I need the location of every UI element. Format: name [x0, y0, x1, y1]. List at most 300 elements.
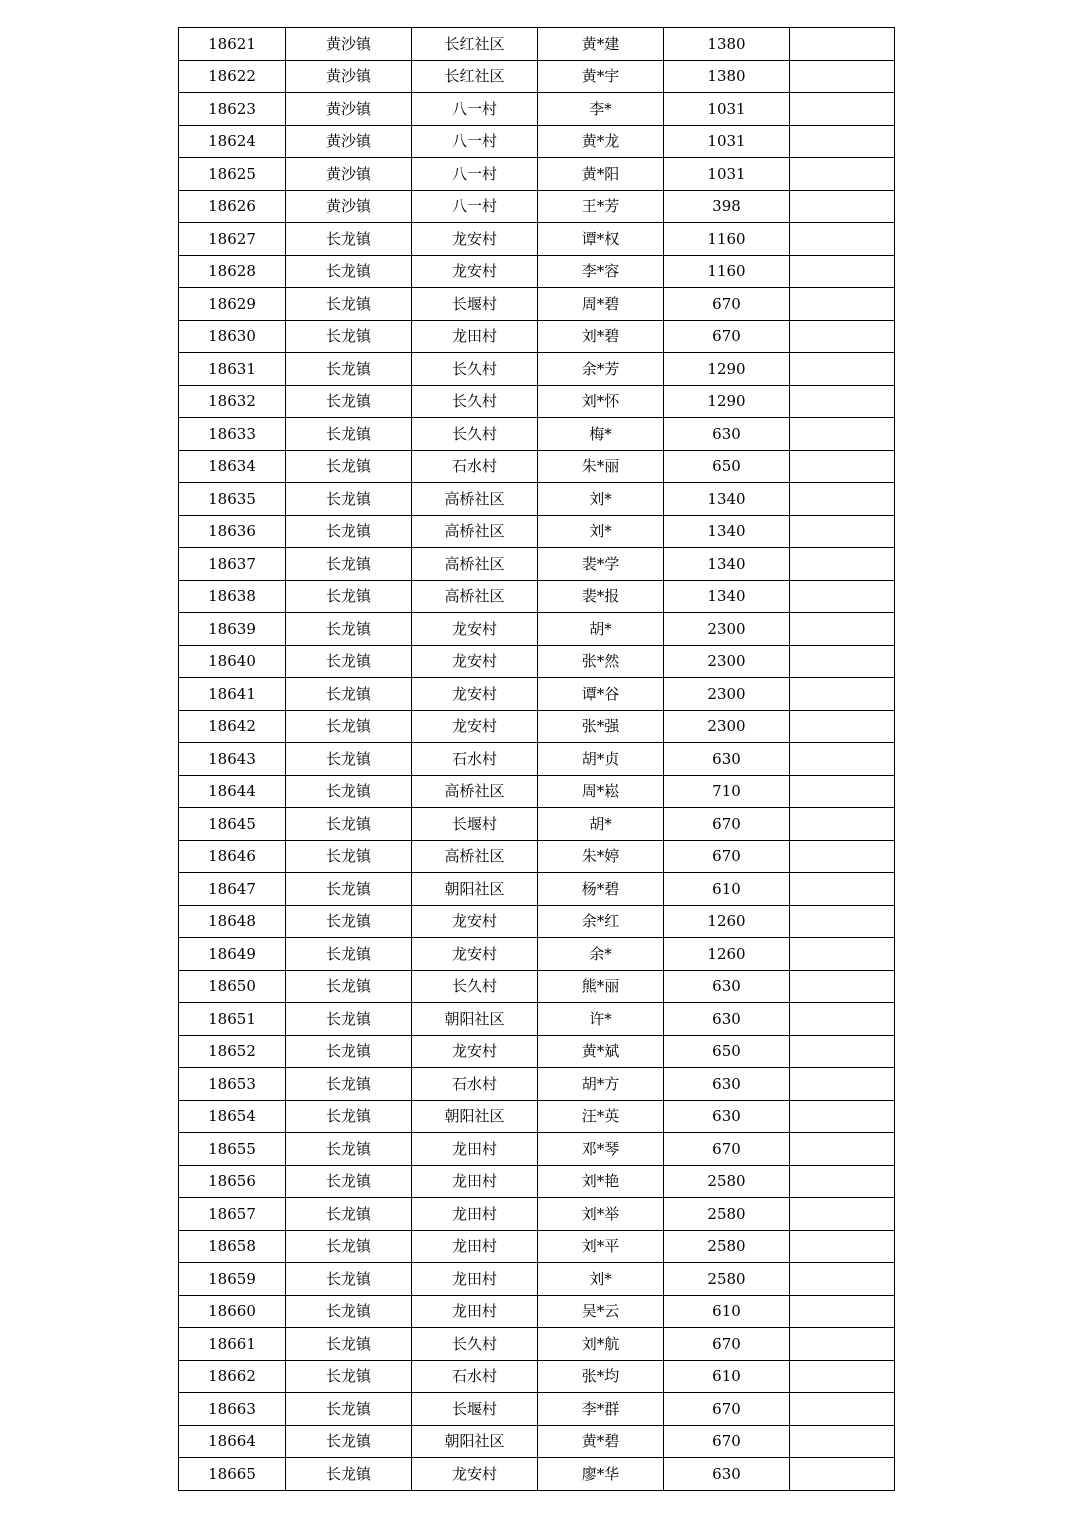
serial-number-cell: 18622	[179, 60, 286, 93]
remark-cell	[790, 1328, 895, 1361]
serial-number-cell: 18636	[179, 515, 286, 548]
table-row	[179, 515, 895, 548]
table-row	[179, 970, 895, 1003]
amount-cell: 650	[664, 450, 790, 483]
amount-cell: 630	[664, 1458, 790, 1491]
amount-cell: 670	[664, 1393, 790, 1426]
name-cell: 刘*碧	[538, 320, 664, 353]
village-cell: 龙田村	[412, 1295, 538, 1328]
table-row	[179, 28, 895, 61]
serial-number-cell: 18664	[179, 1425, 286, 1458]
name-cell: 杨*碧	[538, 873, 664, 906]
town-cell: 长龙镇	[286, 320, 412, 353]
serial-number-cell: 18646	[179, 840, 286, 873]
village-cell: 高桥社区	[412, 580, 538, 613]
village-cell: 长久村	[412, 418, 538, 451]
name-cell: 张*均	[538, 1360, 664, 1393]
amount-cell: 1260	[664, 905, 790, 938]
amount-cell: 670	[664, 1328, 790, 1361]
amount-cell: 630	[664, 418, 790, 451]
remark-cell	[790, 28, 895, 61]
remark-cell	[790, 1165, 895, 1198]
town-cell: 长龙镇	[286, 288, 412, 321]
table-row	[179, 1360, 895, 1393]
village-cell: 龙田村	[412, 1263, 538, 1296]
table-row	[179, 1198, 895, 1231]
town-cell: 长龙镇	[286, 613, 412, 646]
remark-cell	[790, 418, 895, 451]
remark-cell	[790, 1068, 895, 1101]
village-cell: 龙安村	[412, 255, 538, 288]
name-cell: 裴*报	[538, 580, 664, 613]
name-cell: 刘*航	[538, 1328, 664, 1361]
town-cell: 长龙镇	[286, 808, 412, 841]
remark-cell	[790, 1100, 895, 1133]
table-row	[179, 158, 895, 191]
village-cell: 龙安村	[412, 223, 538, 256]
remark-cell	[790, 775, 895, 808]
town-cell: 长龙镇	[286, 450, 412, 483]
town-cell: 长龙镇	[286, 938, 412, 971]
name-cell: 黄*建	[538, 28, 664, 61]
town-cell: 长龙镇	[286, 1230, 412, 1263]
serial-number-cell: 18654	[179, 1100, 286, 1133]
serial-number-cell: 18630	[179, 320, 286, 353]
data-table	[178, 27, 895, 1491]
remark-cell	[790, 450, 895, 483]
table-row	[179, 255, 895, 288]
town-cell: 黄沙镇	[286, 158, 412, 191]
amount-cell: 670	[664, 288, 790, 321]
table-row	[179, 613, 895, 646]
table-row	[179, 1295, 895, 1328]
table-body	[179, 28, 895, 1491]
amount-cell: 610	[664, 1360, 790, 1393]
amount-cell: 2300	[664, 645, 790, 678]
village-cell: 石水村	[412, 450, 538, 483]
name-cell: 朱*婷	[538, 840, 664, 873]
serial-number-cell: 18623	[179, 93, 286, 126]
serial-number-cell: 18657	[179, 1198, 286, 1231]
name-cell: 梅*	[538, 418, 664, 451]
name-cell: 邓*琴	[538, 1133, 664, 1166]
town-cell: 长龙镇	[286, 970, 412, 1003]
serial-number-cell: 18644	[179, 775, 286, 808]
town-cell: 长龙镇	[286, 645, 412, 678]
village-cell: 长堰村	[412, 808, 538, 841]
amount-cell: 1340	[664, 515, 790, 548]
table-row	[179, 223, 895, 256]
remark-cell	[790, 93, 895, 126]
amount-cell: 630	[664, 1100, 790, 1133]
village-cell: 龙安村	[412, 678, 538, 711]
remark-cell	[790, 353, 895, 386]
village-cell: 朝阳社区	[412, 873, 538, 906]
town-cell: 长龙镇	[286, 483, 412, 516]
town-cell: 长龙镇	[286, 1003, 412, 1036]
name-cell: 黄*阳	[538, 158, 664, 191]
town-cell: 长龙镇	[286, 1458, 412, 1491]
village-cell: 石水村	[412, 1068, 538, 1101]
table-row	[179, 1068, 895, 1101]
town-cell: 长龙镇	[286, 548, 412, 581]
amount-cell: 1290	[664, 353, 790, 386]
village-cell: 朝阳社区	[412, 1003, 538, 1036]
amount-cell: 670	[664, 808, 790, 841]
table-row	[179, 645, 895, 678]
village-cell: 龙安村	[412, 613, 538, 646]
amount-cell: 670	[664, 320, 790, 353]
village-cell: 长红社区	[412, 28, 538, 61]
amount-cell: 2580	[664, 1198, 790, 1231]
village-cell: 八一村	[412, 190, 538, 223]
serial-number-cell: 18643	[179, 743, 286, 776]
serial-number-cell: 18647	[179, 873, 286, 906]
village-cell: 高桥社区	[412, 483, 538, 516]
amount-cell: 710	[664, 775, 790, 808]
table-row	[179, 1133, 895, 1166]
village-cell: 长堰村	[412, 1393, 538, 1426]
village-cell: 高桥社区	[412, 515, 538, 548]
remark-cell	[790, 320, 895, 353]
village-cell: 龙安村	[412, 710, 538, 743]
name-cell: 李*	[538, 93, 664, 126]
town-cell: 长龙镇	[286, 353, 412, 386]
remark-cell	[790, 1230, 895, 1263]
remark-cell	[790, 905, 895, 938]
remark-cell	[790, 1198, 895, 1231]
serial-number-cell: 18625	[179, 158, 286, 191]
amount-cell: 670	[664, 1425, 790, 1458]
serial-number-cell: 18638	[179, 580, 286, 613]
name-cell: 胡*	[538, 808, 664, 841]
amount-cell: 1340	[664, 483, 790, 516]
village-cell: 龙田村	[412, 1198, 538, 1231]
table-row	[179, 1425, 895, 1458]
town-cell: 长龙镇	[286, 1295, 412, 1328]
table-row	[179, 125, 895, 158]
village-cell: 高桥社区	[412, 548, 538, 581]
serial-number-cell: 18637	[179, 548, 286, 581]
remark-cell	[790, 1133, 895, 1166]
serial-number-cell: 18626	[179, 190, 286, 223]
town-cell: 长龙镇	[286, 515, 412, 548]
table-row	[179, 1393, 895, 1426]
remark-cell	[790, 190, 895, 223]
name-cell: 刘*	[538, 483, 664, 516]
village-cell: 长久村	[412, 1328, 538, 1361]
village-cell: 石水村	[412, 743, 538, 776]
table-row	[179, 190, 895, 223]
table-row	[179, 1165, 895, 1198]
table-row	[179, 743, 895, 776]
village-cell: 龙安村	[412, 1458, 538, 1491]
name-cell: 刘*艳	[538, 1165, 664, 1198]
table-row	[179, 418, 895, 451]
amount-cell: 670	[664, 840, 790, 873]
village-cell: 龙安村	[412, 645, 538, 678]
village-cell: 长久村	[412, 353, 538, 386]
serial-number-cell: 18663	[179, 1393, 286, 1426]
remark-cell	[790, 938, 895, 971]
table-row	[179, 580, 895, 613]
amount-cell: 1031	[664, 158, 790, 191]
name-cell: 胡*方	[538, 1068, 664, 1101]
serial-number-cell: 18628	[179, 255, 286, 288]
remark-cell	[790, 808, 895, 841]
table-row	[179, 840, 895, 873]
amount-cell: 630	[664, 1003, 790, 1036]
name-cell: 汪*英	[538, 1100, 664, 1133]
town-cell: 长龙镇	[286, 1198, 412, 1231]
remark-cell	[790, 515, 895, 548]
serial-number-cell: 18629	[179, 288, 286, 321]
remark-cell	[790, 1425, 895, 1458]
name-cell: 刘*平	[538, 1230, 664, 1263]
table-row	[179, 1458, 895, 1491]
name-cell: 余*红	[538, 905, 664, 938]
amount-cell: 2580	[664, 1165, 790, 1198]
town-cell: 长龙镇	[286, 223, 412, 256]
table-row	[179, 1100, 895, 1133]
village-cell: 八一村	[412, 125, 538, 158]
table-row	[179, 385, 895, 418]
remark-cell	[790, 710, 895, 743]
amount-cell: 1031	[664, 125, 790, 158]
town-cell: 长龙镇	[286, 1165, 412, 1198]
remark-cell	[790, 385, 895, 418]
amount-cell: 1290	[664, 385, 790, 418]
town-cell: 长龙镇	[286, 1068, 412, 1101]
remark-cell	[790, 873, 895, 906]
village-cell: 龙安村	[412, 905, 538, 938]
table-row	[179, 320, 895, 353]
town-cell: 长龙镇	[286, 255, 412, 288]
serial-number-cell: 18621	[179, 28, 286, 61]
serial-number-cell: 18659	[179, 1263, 286, 1296]
town-cell: 长龙镇	[286, 1133, 412, 1166]
town-cell: 长龙镇	[286, 1393, 412, 1426]
serial-number-cell: 18635	[179, 483, 286, 516]
name-cell: 张*强	[538, 710, 664, 743]
remark-cell	[790, 1003, 895, 1036]
amount-cell: 1340	[664, 580, 790, 613]
remark-cell	[790, 645, 895, 678]
serial-number-cell: 18665	[179, 1458, 286, 1491]
amount-cell: 630	[664, 1068, 790, 1101]
name-cell: 余*	[538, 938, 664, 971]
serial-number-cell: 18633	[179, 418, 286, 451]
name-cell: 熊*丽	[538, 970, 664, 1003]
town-cell: 长龙镇	[286, 905, 412, 938]
amount-cell: 610	[664, 873, 790, 906]
amount-cell: 1380	[664, 60, 790, 93]
amount-cell: 2580	[664, 1230, 790, 1263]
remark-cell	[790, 580, 895, 613]
table-row	[179, 1328, 895, 1361]
table-row	[179, 450, 895, 483]
table-row	[179, 288, 895, 321]
town-cell: 长龙镇	[286, 678, 412, 711]
amount-cell: 650	[664, 1035, 790, 1068]
name-cell: 李*容	[538, 255, 664, 288]
town-cell: 长龙镇	[286, 840, 412, 873]
remark-cell	[790, 1295, 895, 1328]
name-cell: 黄*龙	[538, 125, 664, 158]
town-cell: 长龙镇	[286, 418, 412, 451]
town-cell: 黄沙镇	[286, 60, 412, 93]
table-row	[179, 548, 895, 581]
name-cell: 谭*权	[538, 223, 664, 256]
name-cell: 刘*	[538, 515, 664, 548]
serial-number-cell: 18632	[179, 385, 286, 418]
village-cell: 龙田村	[412, 1230, 538, 1263]
serial-number-cell: 18660	[179, 1295, 286, 1328]
name-cell: 刘*	[538, 1263, 664, 1296]
table-row	[179, 678, 895, 711]
village-cell: 八一村	[412, 158, 538, 191]
village-cell: 龙安村	[412, 1035, 538, 1068]
serial-number-cell: 18651	[179, 1003, 286, 1036]
town-cell: 长龙镇	[286, 1035, 412, 1068]
table-row	[179, 710, 895, 743]
village-cell: 长久村	[412, 970, 538, 1003]
name-cell: 许*	[538, 1003, 664, 1036]
town-cell: 长龙镇	[286, 775, 412, 808]
village-cell: 八一村	[412, 93, 538, 126]
table-row	[179, 353, 895, 386]
serial-number-cell: 18658	[179, 1230, 286, 1263]
village-cell: 龙田村	[412, 1133, 538, 1166]
amount-cell: 2580	[664, 1263, 790, 1296]
town-cell: 长龙镇	[286, 1360, 412, 1393]
remark-cell	[790, 548, 895, 581]
village-cell: 龙安村	[412, 938, 538, 971]
name-cell: 王*芳	[538, 190, 664, 223]
serial-number-cell: 18661	[179, 1328, 286, 1361]
serial-number-cell: 18653	[179, 1068, 286, 1101]
remark-cell	[790, 125, 895, 158]
town-cell: 长龙镇	[286, 743, 412, 776]
town-cell: 长龙镇	[286, 1328, 412, 1361]
serial-number-cell: 18648	[179, 905, 286, 938]
amount-cell: 1031	[664, 93, 790, 126]
name-cell: 周*碧	[538, 288, 664, 321]
village-cell: 长红社区	[412, 60, 538, 93]
name-cell: 胡*	[538, 613, 664, 646]
table-row	[179, 938, 895, 971]
remark-cell	[790, 1263, 895, 1296]
town-cell: 长龙镇	[286, 710, 412, 743]
name-cell: 黄*宇	[538, 60, 664, 93]
town-cell: 黄沙镇	[286, 93, 412, 126]
name-cell: 胡*贞	[538, 743, 664, 776]
town-cell: 黄沙镇	[286, 28, 412, 61]
remark-cell	[790, 288, 895, 321]
table-row	[179, 1003, 895, 1036]
table-row	[179, 775, 895, 808]
table-row	[179, 483, 895, 516]
town-cell: 黄沙镇	[286, 125, 412, 158]
table-row	[179, 905, 895, 938]
amount-cell: 630	[664, 743, 790, 776]
name-cell: 谭*谷	[538, 678, 664, 711]
serial-number-cell: 18650	[179, 970, 286, 1003]
name-cell: 刘*怀	[538, 385, 664, 418]
table-row	[179, 93, 895, 126]
table-row	[179, 1035, 895, 1068]
serial-number-cell: 18634	[179, 450, 286, 483]
remark-cell	[790, 743, 895, 776]
village-cell: 长堰村	[412, 288, 538, 321]
remark-cell	[790, 1035, 895, 1068]
name-cell: 黄*碧	[538, 1425, 664, 1458]
name-cell: 张*然	[538, 645, 664, 678]
town-cell: 长龙镇	[286, 580, 412, 613]
amount-cell: 2300	[664, 678, 790, 711]
town-cell: 长龙镇	[286, 1100, 412, 1133]
amount-cell: 2300	[664, 710, 790, 743]
serial-number-cell: 18641	[179, 678, 286, 711]
remark-cell	[790, 840, 895, 873]
village-cell: 朝阳社区	[412, 1425, 538, 1458]
serial-number-cell: 18656	[179, 1165, 286, 1198]
name-cell: 周*崧	[538, 775, 664, 808]
serial-number-cell: 18655	[179, 1133, 286, 1166]
remark-cell	[790, 483, 895, 516]
amount-cell: 1340	[664, 548, 790, 581]
serial-number-cell: 18645	[179, 808, 286, 841]
remark-cell	[790, 678, 895, 711]
serial-number-cell: 18640	[179, 645, 286, 678]
serial-number-cell: 18662	[179, 1360, 286, 1393]
name-cell: 李*群	[538, 1393, 664, 1426]
remark-cell	[790, 1360, 895, 1393]
remark-cell	[790, 613, 895, 646]
name-cell: 黄*斌	[538, 1035, 664, 1068]
amount-cell: 670	[664, 1133, 790, 1166]
amount-cell: 1260	[664, 938, 790, 971]
amount-cell: 1160	[664, 255, 790, 288]
town-cell: 长龙镇	[286, 385, 412, 418]
name-cell: 刘*举	[538, 1198, 664, 1231]
town-cell: 长龙镇	[286, 1425, 412, 1458]
serial-number-cell: 18639	[179, 613, 286, 646]
table-row	[179, 808, 895, 841]
serial-number-cell: 18624	[179, 125, 286, 158]
name-cell: 吴*云	[538, 1295, 664, 1328]
name-cell: 裴*学	[538, 548, 664, 581]
village-cell: 龙田村	[412, 320, 538, 353]
village-cell: 长久村	[412, 385, 538, 418]
remark-cell	[790, 255, 895, 288]
amount-cell: 398	[664, 190, 790, 223]
table-row	[179, 873, 895, 906]
amount-cell: 2300	[664, 613, 790, 646]
remark-cell	[790, 1393, 895, 1426]
town-cell: 黄沙镇	[286, 190, 412, 223]
serial-number-cell: 18631	[179, 353, 286, 386]
serial-number-cell: 18627	[179, 223, 286, 256]
amount-cell: 1160	[664, 223, 790, 256]
village-cell: 高桥社区	[412, 840, 538, 873]
serial-number-cell: 18642	[179, 710, 286, 743]
remark-cell	[790, 970, 895, 1003]
name-cell: 余*芳	[538, 353, 664, 386]
name-cell: 朱*丽	[538, 450, 664, 483]
village-cell: 龙田村	[412, 1165, 538, 1198]
village-cell: 高桥社区	[412, 775, 538, 808]
